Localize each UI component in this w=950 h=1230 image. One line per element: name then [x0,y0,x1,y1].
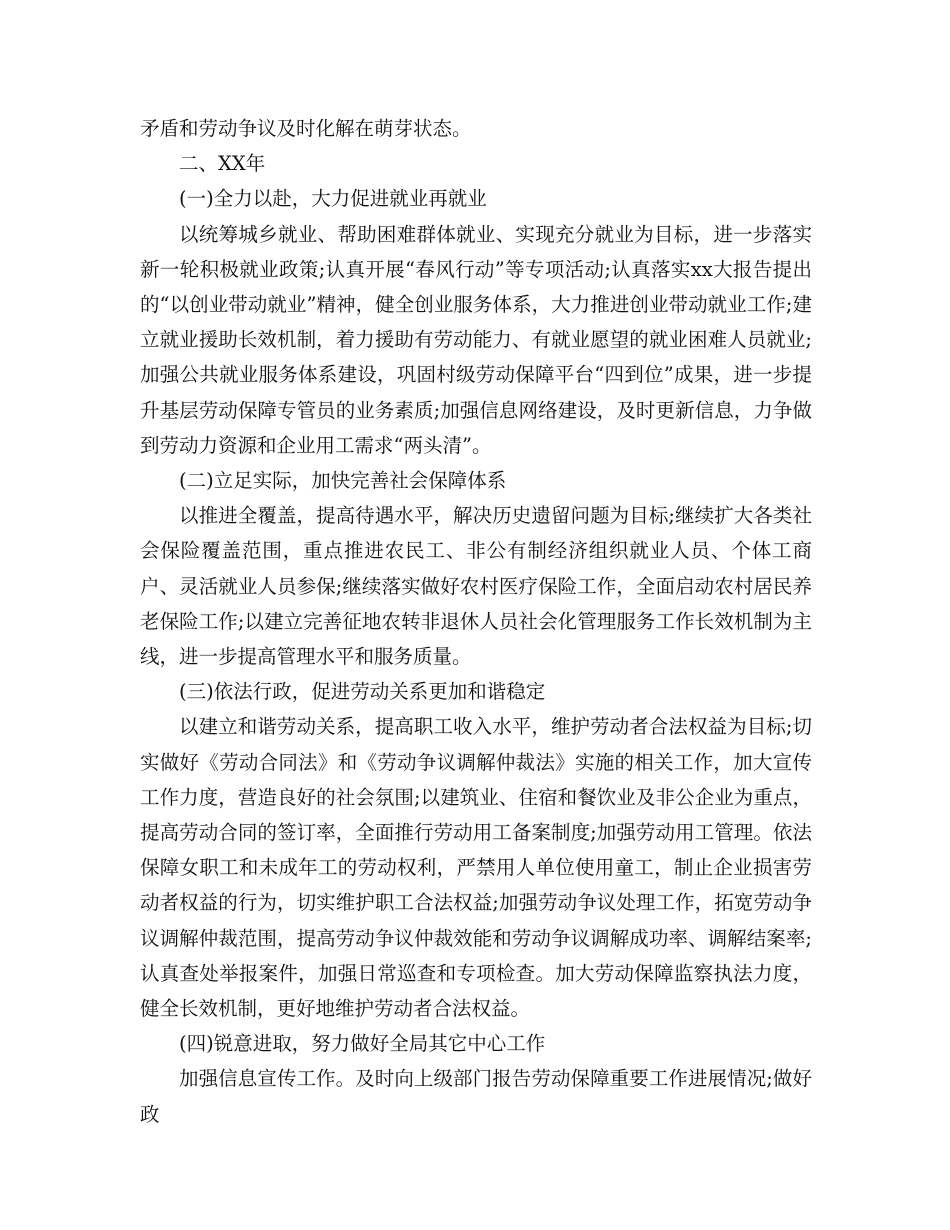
section-heading-year: 二、XX年 [179,152,266,176]
subsection-heading-labor-relations: (三)依法行政，促进劳动关系更加和谐稳定 [179,680,546,704]
paragraph-social-security: 以推进全覆盖，提高待遇水平，解决历史遗留问题为目标;继续扩大各类社会保险覆盖范围，重点推进农民工、非公有制经济组织就业人员、个体工商户、灵活就业人员参保;继续落实做好农村医疗保险工作，全面启动农村居民养老保险工作;以建立完善征地农转非退休人员社会化管理服务工作长效机制为主线，进一步提高管理水平和服务质量。 [140,504,812,669]
subsection-heading-employment: (一)全力以赴，大力促进就业再就业 [179,187,487,211]
subsection-heading-social-security: (二)立足实际，加快完善社会保障体系 [179,469,507,493]
subsection-heading-other-work: (四)锐意进取，努力做好全局其它中心工作 [179,1032,546,1056]
paragraph-continuation: 矛盾和劳动争议及时化解在萌芽状态。 [140,117,472,140]
document-body [140,111,812,1132]
paragraph-employment: 以统筹城乡就业、帮助困难群体就业、实现充分就业为目标，进一步落实新一轮积极就业政策;认真开展“春风行动”等专项活动;认真落实xx大报告提出的“以创业带动就业”精神，健全创业服务体系，大力推进创业带动就业工作;建立就业援助长效机制，着力援助有劳动能力、有就业愿望的就业困难人员就业;加强公共就业服务体系建设，巩固村级劳动保障平台“四到位”成果，进一步提升基层劳动保障专管员的业务素质;加强信息网络建设，及时更新信息，力争做到劳动力资源和企业用工需求“两头清”。 [140,222,812,457]
paragraph-labor-relations: 以建立和谐劳动关系，提高职工收入水平，维护劳动者合法权益为目标;切实做好《劳动合同法》和《劳动争议调解仲裁法》实施的相关工作，加大宣传工作力度，营造良好的社会氛围;以建筑业、住宿和餐饮业及非公企业为重点，提高劳动合同的签订率，全面推行劳动用工备案制度;加强劳动用工管理。依法保障女职工和未成年工的劳动权利，严禁用人单位使用童工，制止企业损害劳动者权益的行为，切实维护职工合法权益;加强劳动争议处理工作，拓宽劳动争议调解仲裁范围，提高劳动争议仲裁效能和劳动争议调解成功率、调解结案率;认真查处举报案件，加强日常巡查和专项检查。加大劳动保障监察执法力度，健全长效机制，更好地维护劳动者合法权益。 [140,715,812,1021]
paragraph-other-work: 加强信息宣传工作。及时向上级部门报告劳动保障重要工作进展情况;做好政 [140,1067,812,1126]
